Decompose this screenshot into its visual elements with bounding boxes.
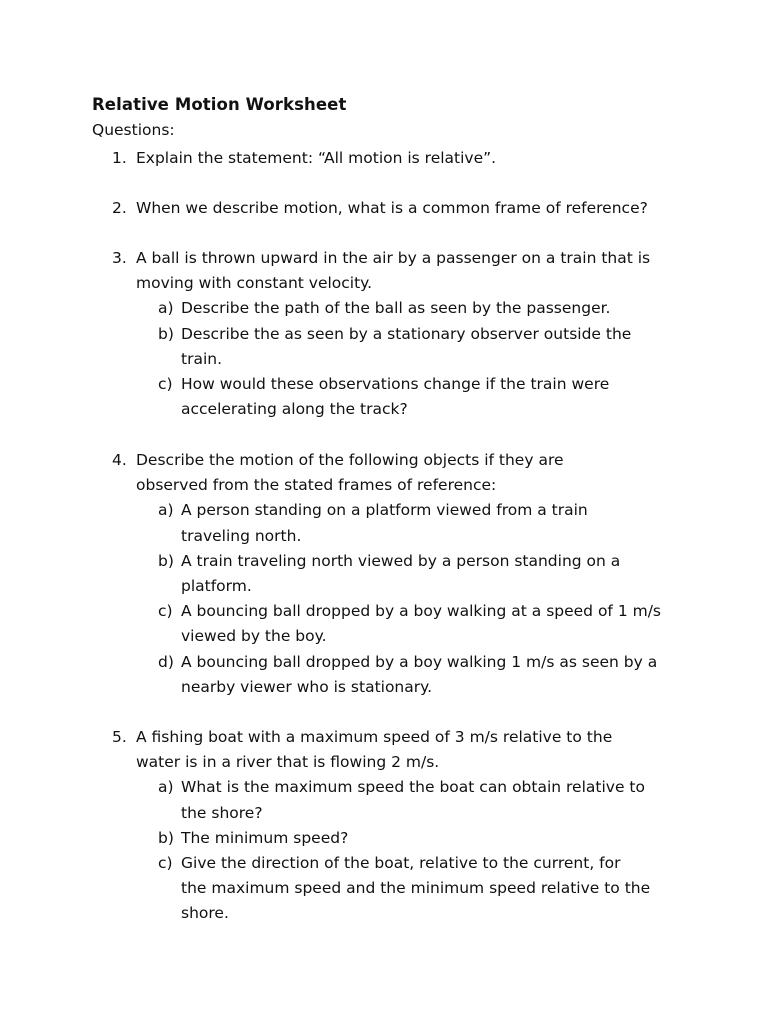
subquestion-label: b) xyxy=(158,828,174,847)
subquestion-text: A person standing on a platform viewed from a train xyxy=(181,501,588,520)
subquestion-label: b) xyxy=(158,324,174,343)
question-text: moving with constant velocity. xyxy=(136,274,373,293)
subquestion-text: What is the maximum speed the boat can obtain relative to xyxy=(181,778,645,797)
subquestion-text: The minimum speed? xyxy=(181,828,349,847)
subquestion-text: train. xyxy=(181,349,223,368)
question-number: 5. xyxy=(112,728,127,746)
subquestion-text: Describe the as seen by a stationary observer outside the xyxy=(181,324,632,343)
subquestion-text: A train traveling north viewed by a person standing on a xyxy=(181,551,621,570)
subquestion-text: accelerating along the track? xyxy=(181,400,408,419)
subquestion-text: the shore? xyxy=(181,803,263,822)
subquestion-label: d) xyxy=(158,652,174,671)
subquestion-text: the maximum speed and the minimum speed relative to the xyxy=(181,879,651,898)
question-text: A ball is thrown upward in the air by a passenger on a train that is xyxy=(136,249,651,267)
question-number: 1. xyxy=(112,149,127,167)
question-text: observed from the stated frames of reference: xyxy=(136,476,497,495)
subquestion-label: b) xyxy=(158,551,174,570)
question-text: Describe the motion of the following objects if they are xyxy=(136,451,564,469)
subquestion-label: c) xyxy=(158,375,173,393)
subquestion-label: a) xyxy=(158,299,174,318)
questions-heading: Questions: xyxy=(92,121,175,139)
question-text: Explain the statement: “All motion is relative”. xyxy=(136,149,497,167)
question-number: 4. xyxy=(112,451,127,469)
question-number: 2. xyxy=(112,199,127,217)
worksheet-title: Relative Motion Worksheet xyxy=(92,95,347,114)
subquestion-text: platform. xyxy=(181,577,252,595)
subquestion-text: A bouncing ball dropped by a boy walking at a speed of 1 m/s xyxy=(181,602,662,621)
subquestion-text: nearby viewer who is stationary. xyxy=(181,677,433,696)
question-text: A fishing boat with a maximum speed of 3 m/s relative to the xyxy=(136,728,613,746)
question-text: When we describe motion, what is a common frame of reference? xyxy=(136,199,648,217)
question-text: water is in a river that is flowing 2 m/s. xyxy=(136,753,440,772)
subquestion-label: c) xyxy=(158,854,173,872)
subquestion-text: A bouncing ball dropped by a boy walking 1 m/s as seen by a xyxy=(181,652,658,671)
subquestion-text: viewed by the boy. xyxy=(181,627,327,646)
subquestion-label: a) xyxy=(158,501,174,520)
question-number: 3. xyxy=(112,249,127,267)
subquestion-text: traveling north. xyxy=(181,526,302,545)
subquestion-text: Describe the path of the ball as seen by the passenger. xyxy=(181,299,611,318)
subquestion-text: Give the direction of the boat, relative to the current, for xyxy=(181,854,621,872)
subquestion-text: shore. xyxy=(181,904,229,923)
subquestion-label: c) xyxy=(158,602,173,621)
subquestion-text: How would these observations change if the train were xyxy=(181,375,610,393)
subquestion-label: a) xyxy=(158,778,174,797)
